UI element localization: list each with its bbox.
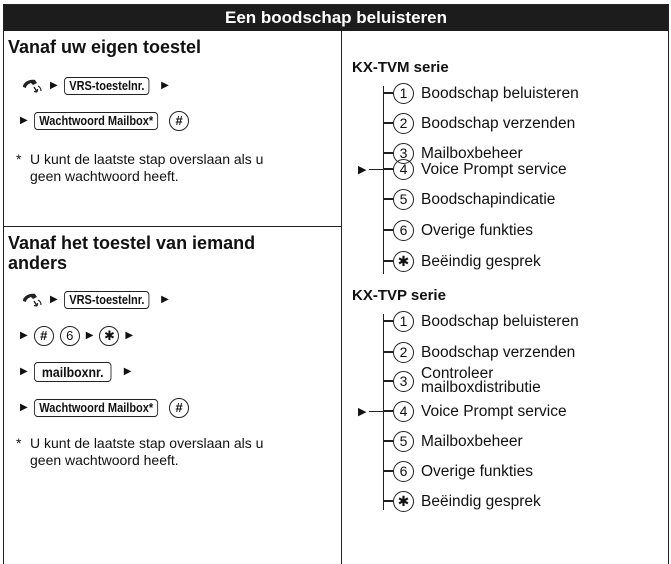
step-lift-handset: [20, 77, 169, 95]
menu-item: [383, 216, 533, 244]
step-mailbox-number: [20, 362, 131, 382]
arrow-right-icon: ▶: [20, 402, 28, 413]
vrs-extension-key: VRS-toestelnr.: [64, 77, 150, 95]
section-other-phone: [4, 227, 341, 564]
menu-label: Overige funkties: [421, 221, 533, 239]
right-column: [341, 31, 668, 564]
footnote: [16, 435, 336, 469]
menu-key: 6: [393, 461, 414, 482]
menu-key: 5: [393, 431, 414, 452]
hash-key: #: [34, 326, 54, 346]
instruction-card: [3, 4, 669, 564]
left-column: [4, 31, 341, 564]
section-title: [4, 227, 341, 273]
menu-key: 1: [393, 311, 414, 332]
arrow-right-icon: ▶: [20, 115, 28, 126]
menu-label: Mailboxbeheer: [421, 432, 523, 450]
pointer-line: [369, 411, 383, 412]
pointer-line: [369, 169, 383, 170]
tvm-series-title: KX-TVM serie: [352, 59, 449, 76]
arrow-right-icon: ▶: [123, 366, 132, 377]
handset-off-hook-icon: [20, 78, 44, 94]
menu-label: Boodschap beluisteren: [421, 312, 579, 330]
pointer-arrow-icon: ▶: [358, 164, 367, 176]
menu-label: Voice Prompt service: [421, 402, 567, 420]
menu-key: 6: [393, 220, 414, 241]
pointer-arrow-icon: ▶: [358, 406, 367, 418]
menu-item: [383, 109, 575, 137]
mailbox-number-key: mailboxnr.: [34, 362, 111, 382]
menu-item: [383, 487, 541, 515]
menu-item: [383, 427, 523, 455]
menu-item: [383, 457, 533, 485]
arrow-right-icon: ▶: [50, 294, 58, 305]
footnote-line: geen wachtwoord heeft.: [30, 452, 179, 468]
vrs-extension-key: VRS-toestelnr.: [64, 291, 150, 309]
menu-label: Overige funkties: [421, 462, 533, 480]
arrow-right-icon: ▶: [50, 80, 58, 91]
menu-item: [383, 185, 555, 213]
section-own-phone: [4, 31, 341, 227]
menu-item: [383, 79, 579, 107]
hash-key: #: [169, 111, 189, 131]
menu-key: 5: [393, 189, 414, 210]
menu-key: ✱: [393, 491, 414, 512]
password-mailbox-key: Wachtwoord Mailbox*: [34, 112, 158, 130]
content-columns: [4, 31, 668, 564]
arrow-right-icon: ▶: [20, 366, 28, 377]
section-title: Vanaf uw eigen toestel: [8, 37, 202, 57]
menu-label: Boodschap verzenden: [421, 343, 576, 361]
step-password: [20, 398, 189, 418]
menu-label-line: mailboxdistributie: [421, 379, 541, 396]
menu-key: 4: [393, 401, 414, 422]
menu-label: [421, 367, 541, 395]
menu-label: Beëindig gesprek: [421, 492, 541, 510]
menu-key: 2: [393, 342, 414, 363]
arrow-right-icon: ▶: [161, 294, 169, 305]
menu-item: [383, 307, 579, 335]
menu-label: Mailboxbeheer: [421, 144, 523, 162]
menu-label-line: Controleer: [421, 365, 494, 382]
menu-label: Boodschap verzenden: [421, 114, 576, 132]
section-title-line: Vanaf het toestel van iemand: [8, 233, 256, 253]
step-password: [20, 111, 189, 131]
arrow-right-icon: ▶: [20, 330, 28, 341]
step-lift-handset: [20, 291, 169, 309]
menu-item: [383, 338, 575, 366]
six-key: 6: [60, 326, 80, 346]
menu-key: 3: [393, 371, 414, 392]
step-hash-six-star: [20, 326, 133, 346]
menu-label: Voice Prompt service: [421, 160, 567, 178]
arrow-right-icon: ▶: [125, 330, 134, 341]
menu-key: 3: [393, 143, 414, 164]
hash-key: #: [169, 398, 189, 418]
footnote: [16, 151, 336, 185]
menu-label: Beëindig gesprek: [421, 252, 541, 270]
star-key: ✱: [99, 326, 119, 346]
page-title: Een boodschap beluisteren: [4, 5, 668, 31]
tvp-series-title: KX-TVP serie: [352, 287, 446, 304]
menu-label: Boodschap beluisteren: [421, 84, 579, 102]
section-title-line: anders: [8, 253, 68, 273]
footnote-line: geen wachtwoord heeft.: [30, 168, 179, 184]
footnote-marker: *: [16, 435, 22, 451]
handset-off-hook-icon: [20, 292, 44, 308]
arrow-right-icon: ▶: [161, 80, 169, 91]
footnote-marker: *: [16, 151, 22, 167]
menu-key: 4: [393, 159, 414, 180]
menu-key: 1: [393, 83, 414, 104]
menu-item: [383, 397, 567, 425]
footnote-line: U kunt de laatste stap overslaan als u: [30, 435, 264, 451]
menu-item: [383, 155, 567, 183]
password-mailbox-key: Wachtwoord Mailbox*: [34, 399, 158, 417]
menu-key: ✱: [393, 251, 414, 272]
menu-key: 2: [393, 113, 414, 134]
menu-item: [383, 247, 541, 275]
menu-item: [383, 367, 541, 395]
menu-label: Boodschapindicatie: [421, 190, 556, 208]
arrow-right-icon: ▶: [85, 330, 94, 341]
footnote-line: U kunt de laatste stap overslaan als u: [30, 151, 264, 167]
